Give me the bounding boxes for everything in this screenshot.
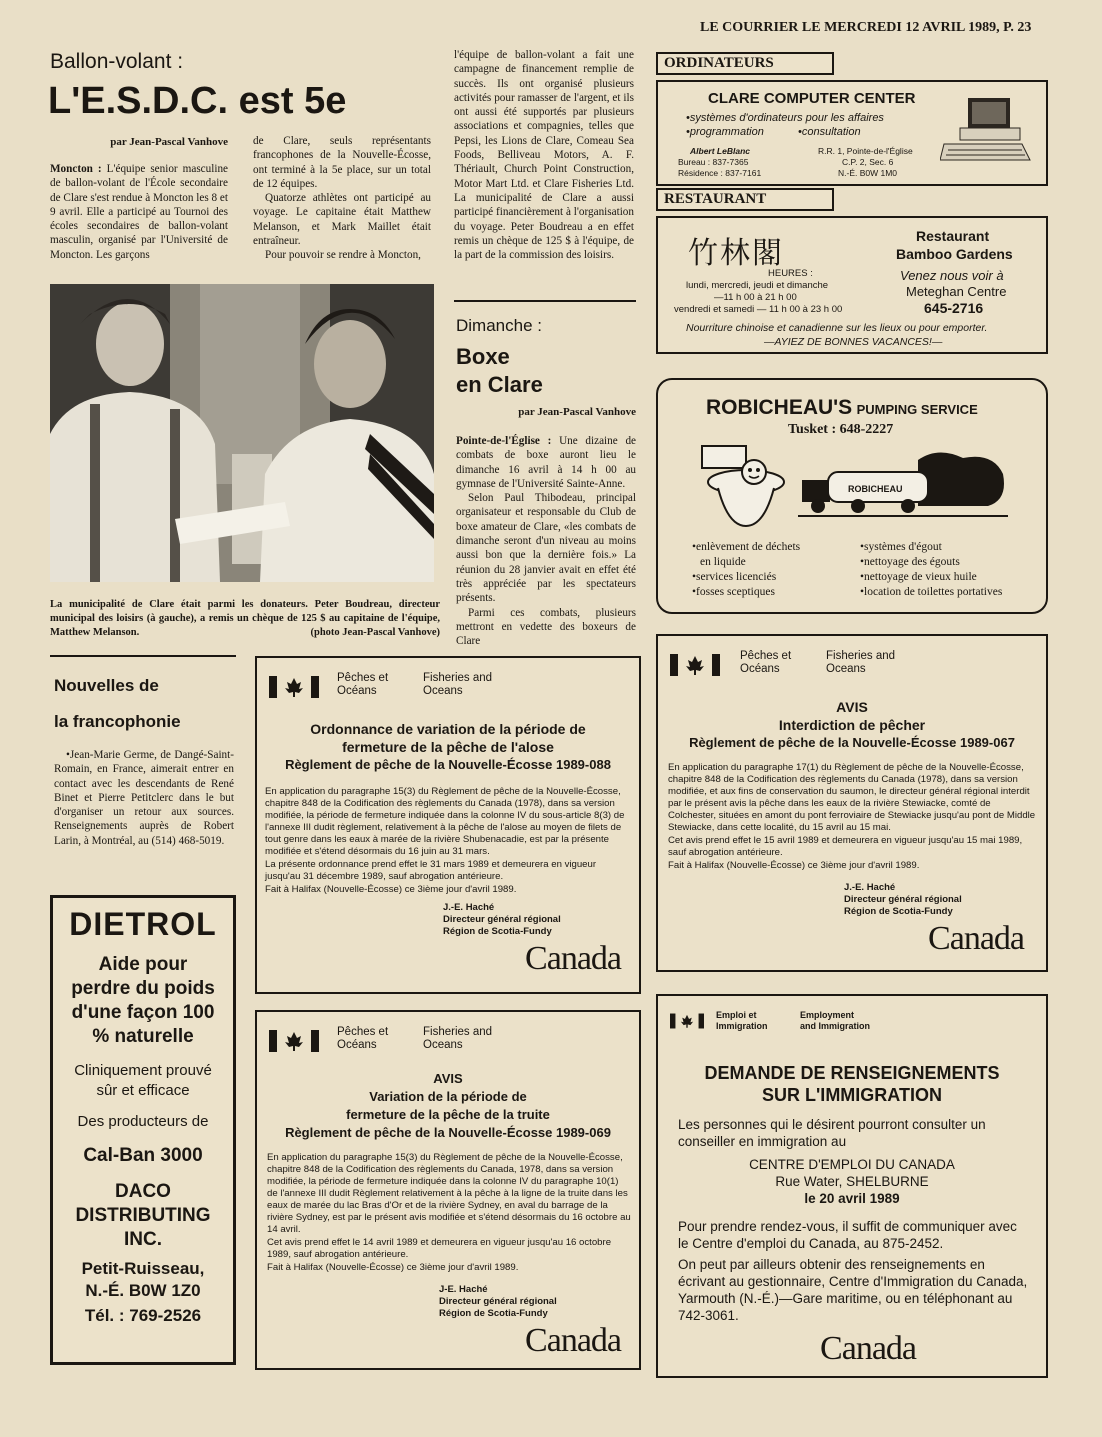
signer-region: Région de Scotia-Fundy bbox=[844, 906, 953, 917]
article1-col2 bbox=[253, 134, 431, 263]
notice-alose-t3: Règlement de pêche de la Nouvelle-Écosse 1989-088 bbox=[285, 757, 611, 772]
immigration-t1: DEMANDE DE RENSEIGNEMENTS bbox=[704, 1063, 1000, 1083]
immigration-p1: Les personnes qui le désirent pourront consulter un conseiller en immigration au bbox=[678, 1117, 986, 1149]
immigration-c2: Rue Water, SHELBURNE bbox=[775, 1174, 929, 1189]
article3-body bbox=[54, 748, 234, 848]
robicheau-services-right bbox=[860, 540, 1002, 600]
notice-interdiction-signature bbox=[844, 882, 962, 918]
ordinateurs-bureau: Bureau : 837-7365 bbox=[678, 157, 749, 167]
robicheau-ad bbox=[656, 378, 1048, 614]
dept-en-1: Employment bbox=[800, 1010, 855, 1020]
restaurant-ad bbox=[656, 216, 1048, 354]
canada-wordmark: Canada bbox=[820, 1330, 916, 1367]
article1-kicker: Ballon-volant : bbox=[50, 50, 184, 73]
ordinateurs-tag: ORDINATEURS bbox=[656, 52, 834, 75]
photo-credit: (photo Jean-Pascal Vanhove) bbox=[310, 627, 440, 638]
immigration-dept-fr bbox=[716, 1010, 768, 1032]
dietrol-title: DIETROL bbox=[69, 906, 217, 942]
canada-flag-icon bbox=[670, 1012, 704, 1030]
notice-interdiction-body bbox=[668, 762, 1038, 873]
toilet-illustration bbox=[698, 442, 798, 532]
dietrol-phone: Tél. : 769-2526 bbox=[84, 1306, 202, 1325]
notice-interdiction-t2: Règlement de pêche de la Nouvelle-Écosse 1989-067 bbox=[689, 735, 1015, 750]
notice-truite-t2: fermeture de la pêche de la truite bbox=[346, 1107, 550, 1122]
immigration-p3: On peut par ailleurs obtenir des renseignements en écrivant au gestionnaire, Centre d'Immigration du Canada, Yarmouth (N.-É.)—Gare maritime, ou en téléphonant au 742-3061. bbox=[678, 1257, 1028, 1323]
restaurant-vacances: —AYIEZ DE BONNES VACANCES!— bbox=[764, 336, 943, 348]
dietrol-ad bbox=[50, 895, 236, 1365]
pump-truck-illustration bbox=[798, 450, 1008, 530]
article2-body bbox=[456, 434, 636, 648]
article2-kicker: Dimanche : bbox=[456, 316, 542, 335]
signer-name: J.-E. Haché bbox=[844, 882, 896, 893]
service-item: •nettoyage de vieux huile bbox=[860, 571, 977, 583]
computer-icon bbox=[940, 96, 1032, 164]
ordinateurs-addr1: R.R. 1, Pointe-de-l'Église bbox=[818, 146, 913, 156]
notice-alose-body bbox=[265, 786, 631, 897]
immigration-c1: CENTRE D'EMPLOI DU CANADA bbox=[749, 1157, 955, 1172]
dietrol-line1: Aide pour perdre du poids d'une façon 100 % naturelle bbox=[71, 954, 215, 1047]
notice-truite-t1: Variation de la période de bbox=[369, 1089, 527, 1104]
dept-en: Fisheries and Oceans bbox=[826, 650, 896, 675]
dept-en: Fisheries and Oceans bbox=[423, 672, 493, 697]
ordinateurs-service3: •consultation bbox=[798, 126, 861, 138]
signer-name: J.-E. Haché bbox=[443, 902, 495, 913]
article1-col3-p1: l'équipe de ballon-volant a fait une campagne de financement remplie de succès. Ils ont organisé plusieurs activités pour ramasser de l'argent, et ils ont aussi été supportés par plusieurs associations et compagnies, telles que Pepsi, les Lions de Clare, Comeau Sea Foods, Belliveau Motors, A. F. Thériault, Church Point Construction, Motor Mart Ltd. et Clare Fisheries Ltd. La municipalité de Clare a aussi participé financièrement à l'organisation du voyage. Peter Boudreau a en effet remis un chèque de 125 $ à l'équipe, de la part de la commission des loisirs. bbox=[454, 49, 634, 262]
section-rule bbox=[454, 300, 636, 302]
notice-truite-t3: Règlement de pêche de la Nouvelle-Écosse 1989-069 bbox=[285, 1125, 611, 1140]
section-rule-2 bbox=[50, 655, 236, 657]
article1-caption bbox=[50, 598, 440, 640]
restaurant-food: Nourriture chinoise et canadienne sur les lieux ou pour emporter. bbox=[686, 322, 988, 334]
notice-truite-body bbox=[267, 1152, 631, 1275]
dept-en-2: and Immigration bbox=[800, 1021, 871, 1031]
signer-region: Région de Scotia-Fundy bbox=[443, 926, 552, 937]
article1-dateline: Moncton : bbox=[50, 163, 102, 175]
article1-headline: L'E.S.D.C. est 5e bbox=[48, 80, 347, 122]
article3-headline-1: Nouvelles de bbox=[54, 676, 159, 695]
robicheau-services-left bbox=[692, 540, 800, 600]
immigration-centre bbox=[668, 1156, 1036, 1207]
dept-fr: Pêches et Océans bbox=[740, 650, 792, 675]
notice-alose-p2: La présente ordonnance prend effet le 31 mars 1989 et demeurera en vigueur jusqu'au 31 décembre 1989, sauf abrogation antérieure. bbox=[265, 859, 597, 882]
signer-title: Directeur général régional bbox=[844, 894, 962, 905]
canada-wordmark: Canada bbox=[928, 920, 1024, 957]
canada-wordmark: Canada bbox=[525, 940, 621, 977]
service-item: en liquide bbox=[700, 556, 746, 568]
ordinateurs-service1: •systèmes d'ordinateurs pour les affaires bbox=[686, 112, 884, 124]
article2-dateline: Pointe-de-l'Église : bbox=[456, 435, 552, 447]
notice-truite-title bbox=[267, 1070, 629, 1142]
ordinateurs-contact: Albert LeBlanc bbox=[690, 146, 750, 156]
robicheau-phone: Tusket : 648-2227 bbox=[788, 422, 894, 437]
notice-alose-t1: Ordonnance de variation de la période de bbox=[310, 721, 586, 737]
notice-alose-t2: fermeture de la pêche de l'alose bbox=[342, 739, 554, 755]
article2-p2: Selon Paul Thibodeau, principal organisateur et responsable du Club de boxe amateur de Clare, «les combats de dimanche seront d'un niveau au moins aussi bon que la dernière fois.» La réunion du 28 janvier avait en effet été très appréciée par les spectateurs présents. bbox=[456, 492, 636, 605]
restaurant-name-2: Bamboo Gardens bbox=[896, 246, 1013, 262]
ordinateurs-ad bbox=[656, 80, 1048, 186]
dept-fr: Pêches et Océans bbox=[337, 1026, 389, 1051]
ordinateurs-addr2: C.P. 2, Sec. 6 bbox=[842, 157, 894, 167]
service-item: •enlèvement de déchets bbox=[692, 541, 801, 553]
masthead: LE COURRIER LE MERCREDI 12 AVRIL 1989, P. 23 bbox=[700, 20, 1032, 35]
immigration-dept-en bbox=[800, 1010, 870, 1032]
robicheau-name bbox=[706, 396, 978, 420]
notice-interdiction-p2: Cet avis prend effet le 15 avril 1989 et demeurera en vigueur jusqu'au 15 mai 1989, sauf abrogation antérieure. bbox=[668, 835, 1023, 858]
article3-headline-2: la francophonie bbox=[54, 712, 181, 731]
notice-truite-p2: Cet avis prend effet le 14 avril 1989 et demeurera en vigueur jusqu'au 16 octobre 1989, sauf abrogation antérieure. bbox=[267, 1237, 612, 1260]
article2-p3: Parmi ces combats, plusieurs mettront en vedette des boxeurs de Clare bbox=[456, 606, 636, 648]
notice-truite-p3: Fait à Halifax (Nouvelle-Écosse) ce 3ième jour d'avril 1989. bbox=[267, 1262, 519, 1273]
notice-interdiction-p1: En application du paragraphe 17(1) du Règlement de pêche de la Nouvelle-Écosse, chapitre 848 de la Codification des règlements du Canada (1978), dans sa version modifiée, et aux fins de conservation du saumon, le directeur général régional interdit par le présent avis la pêche dans les eaux de la rivière Stewiacke, comté de Colchester, situées en amont du pont ferroviaire de Stewiacke jusqu'au pont de Middle Stewiacke, dans cette localité, du 15 avril au 15 mai. bbox=[668, 762, 1036, 833]
signer-name: J-E. Haché bbox=[439, 1284, 488, 1295]
article1-col1-text: L'équipe senior masculine de ballon-volant de l'École secondaire de Clare s'est rendue à Moncton les 8 et 9 avril. Elle a participé au Tournoi des écoles secondaires de ballon-volant masculin, organisé par l'Université de Moncton. Les garçons bbox=[50, 163, 229, 261]
dietrol-address: Petit-Ruisseau, N.-É. B0W 1Z0 bbox=[81, 1259, 205, 1300]
dietrol-line2: Cliniquement prouvé sûr et efficace bbox=[74, 1062, 212, 1099]
dept-en: Fisheries and Oceans bbox=[423, 1026, 493, 1051]
article1-col2-p3: Pour pouvoir se rendre à Moncton, bbox=[265, 249, 421, 262]
article2-byline: par Jean-Pascal Vanhove bbox=[518, 406, 636, 418]
restaurant-hours-3: vendredi et samedi — 11 h 00 à 23 h 00 bbox=[674, 304, 843, 315]
article3-text: •Jean-Marie Germe, de Dangé-Saint-Romain, en France, aimerait entrer en contact avec les descendants de René Binet et Pierre Petitclerc dans le but d'organiser un retour aux sources. Renseignements auprès de Robert Larin, à Montréal, au (514) 468-5019. bbox=[54, 749, 234, 847]
dietrol-product: Cal-Ban 3000 bbox=[83, 1145, 203, 1166]
restaurant-phone: 645-2716 bbox=[924, 300, 984, 316]
notice-truite-p1: En application du paragraphe 15(3) du Règlement de pêche de la Nouvelle-Écosse, chapitre 848 de la Codification des règlements du Canada, 1978, dans sa version modifiée, la période de fermeture indiquée dans la colonne IV du paragraphe 10(1) de l'annexe III dudit Règlement relativement à la pêche à la ligne de la truite dans les eaux de marée du lac Bras d'Or et de la rivière Sydney, en aval du barrage de la rivière Sydney, est par le présent avis modifiée et s'étend désormais du 16 octobre au 14 avril. bbox=[267, 1152, 631, 1235]
article1-col2-p2: Quatorze athlètes ont participé au voyage. Le capitaine était Matthew Melanson, et Mark Maillet était entraîneur. bbox=[253, 192, 431, 248]
ordinateurs-service2: •programmation bbox=[686, 126, 764, 138]
restaurant-hours-1: lundi, mercredi, jeudi et dimanche bbox=[686, 280, 829, 291]
immigration-notice bbox=[656, 994, 1048, 1378]
signer-title: Directeur général régional bbox=[443, 914, 561, 925]
article1-col3 bbox=[454, 48, 634, 262]
notice-interdiction-t1: Interdiction de pêcher bbox=[778, 717, 926, 733]
dietrol-company: DACO DISTRIBUTING INC. bbox=[75, 1181, 211, 1250]
canada-flag-icon bbox=[269, 1030, 319, 1052]
notice-interdiction-title bbox=[668, 698, 1036, 752]
dietrol-line3: Des producteurs de bbox=[77, 1113, 209, 1130]
canada-flag-icon bbox=[269, 676, 319, 698]
immigration-t2: SUR L'IMMIGRATION bbox=[762, 1085, 942, 1105]
article1-col1 bbox=[50, 162, 228, 262]
service-item: •location de toilettes portatives bbox=[860, 586, 1003, 598]
robicheau-service: PUMPING SERVICE bbox=[856, 402, 978, 417]
dept-fr: Pêches et Océans bbox=[337, 672, 389, 697]
robicheau-title: ROBICHEAU'S bbox=[706, 396, 853, 419]
service-item: •systèmes d'égout bbox=[860, 541, 942, 553]
immigration-title bbox=[668, 1062, 1036, 1106]
dept-fr-1: Emploi et bbox=[716, 1010, 757, 1020]
notice-alose-p3: Fait à Halifax (Nouvelle-Écosse) ce 3ième jour d'avril 1989. bbox=[265, 884, 517, 895]
canada-wordmark: Canada bbox=[525, 1322, 621, 1359]
immigration-p2: Pour prendre rendez-vous, il suffit de communiquer avec le Centre d'emploi du Canada, au 875-2452. bbox=[678, 1219, 1017, 1251]
notice-truite bbox=[255, 1010, 641, 1370]
service-item: •fosses sceptiques bbox=[692, 586, 775, 598]
service-item: •services licenciés bbox=[692, 571, 777, 583]
article2-headline-2: en Clare bbox=[456, 372, 543, 397]
article2-headline-1: Boxe bbox=[456, 344, 510, 369]
restaurant-visit-1: Venez nous voir à bbox=[900, 268, 1004, 283]
canada-flag-icon bbox=[670, 654, 720, 676]
restaurant-tag: RESTAURANT bbox=[656, 188, 834, 211]
notice-truite-signature bbox=[439, 1284, 557, 1320]
notice-interdiction-p3: Fait à Halifax (Nouvelle-Écosse) ce 3ième jour d'avril 1989. bbox=[668, 860, 920, 871]
notice-alose-title bbox=[267, 720, 629, 774]
signer-region: Région de Scotia-Fundy bbox=[439, 1308, 548, 1319]
restaurant-hours-2: —11 h 00 à 21 h 00 bbox=[714, 292, 797, 303]
service-item: •nettoyage des égouts bbox=[860, 556, 960, 568]
ordinateurs-residence: Résidence : 837-7161 bbox=[678, 168, 762, 178]
truck-label: ROBICHEAU bbox=[848, 484, 903, 494]
notice-interdiction-t0: AVIS bbox=[836, 699, 868, 715]
notice-alose-signature bbox=[443, 902, 561, 938]
article1-photo bbox=[50, 284, 434, 582]
restaurant-visit-2: Meteghan Centre bbox=[906, 284, 1007, 299]
ordinateurs-name: CLARE COMPUTER CENTER bbox=[708, 90, 916, 107]
immigration-c3: le 20 avril 1989 bbox=[804, 1191, 900, 1206]
article2-p1: Une dizaine de combats de boxe auront lieu le dimanche 16 avril à 14 h 00 au gymnase de l'Université Sainte-Anne. bbox=[456, 435, 636, 490]
signer-title: Directeur général régional bbox=[439, 1296, 557, 1307]
ordinateurs-addr3: N.-É. B0W 1M0 bbox=[838, 168, 898, 178]
photo-illustration bbox=[50, 284, 434, 582]
notice-truite-t0: AVIS bbox=[433, 1071, 463, 1086]
restaurant-name-1: Restaurant bbox=[916, 228, 990, 244]
dept-fr-2: Immigration bbox=[716, 1021, 768, 1031]
caption-text: La municipalité de Clare était parmi les donateurs. Peter Boudreau, directeur municipal des loisirs (à gauche), a remis un chèque de 125 $ au capitaine de l'équipe, Matthew Melanson. bbox=[50, 599, 440, 638]
notice-alose bbox=[255, 656, 641, 994]
notice-alose-p1: En application du paragraphe 15(3) du Règlement de pêche de la Nouvelle-Écosse, chapitre 848 de la Codification des règlements du Canada (1978), dans sa version modifiée, la période de fermeture indiquée dans la colonne IV du sous-article 8(3) de l'annexe III dudit règlement, relativement à la pêche de l'alose au moyen de filets de tout genre dans les eaux à marée de la rivière Shubenacadie, est par la présente modifiée et s'étend désormais du 16 juin au 31 mars. bbox=[265, 786, 625, 857]
restaurant-heures: HEURES : bbox=[768, 268, 813, 279]
article1-col2-p1: de Clare, seuls représentants francophones de la Nouvelle-Écosse, ont terminé à la 5e place, sur un total de 12 équipes. bbox=[253, 135, 431, 190]
article1-byline: par Jean-Pascal Vanhove bbox=[110, 136, 228, 148]
restaurant-chinese-name: 竹林閣 bbox=[688, 236, 784, 271]
notice-interdiction bbox=[656, 634, 1048, 972]
